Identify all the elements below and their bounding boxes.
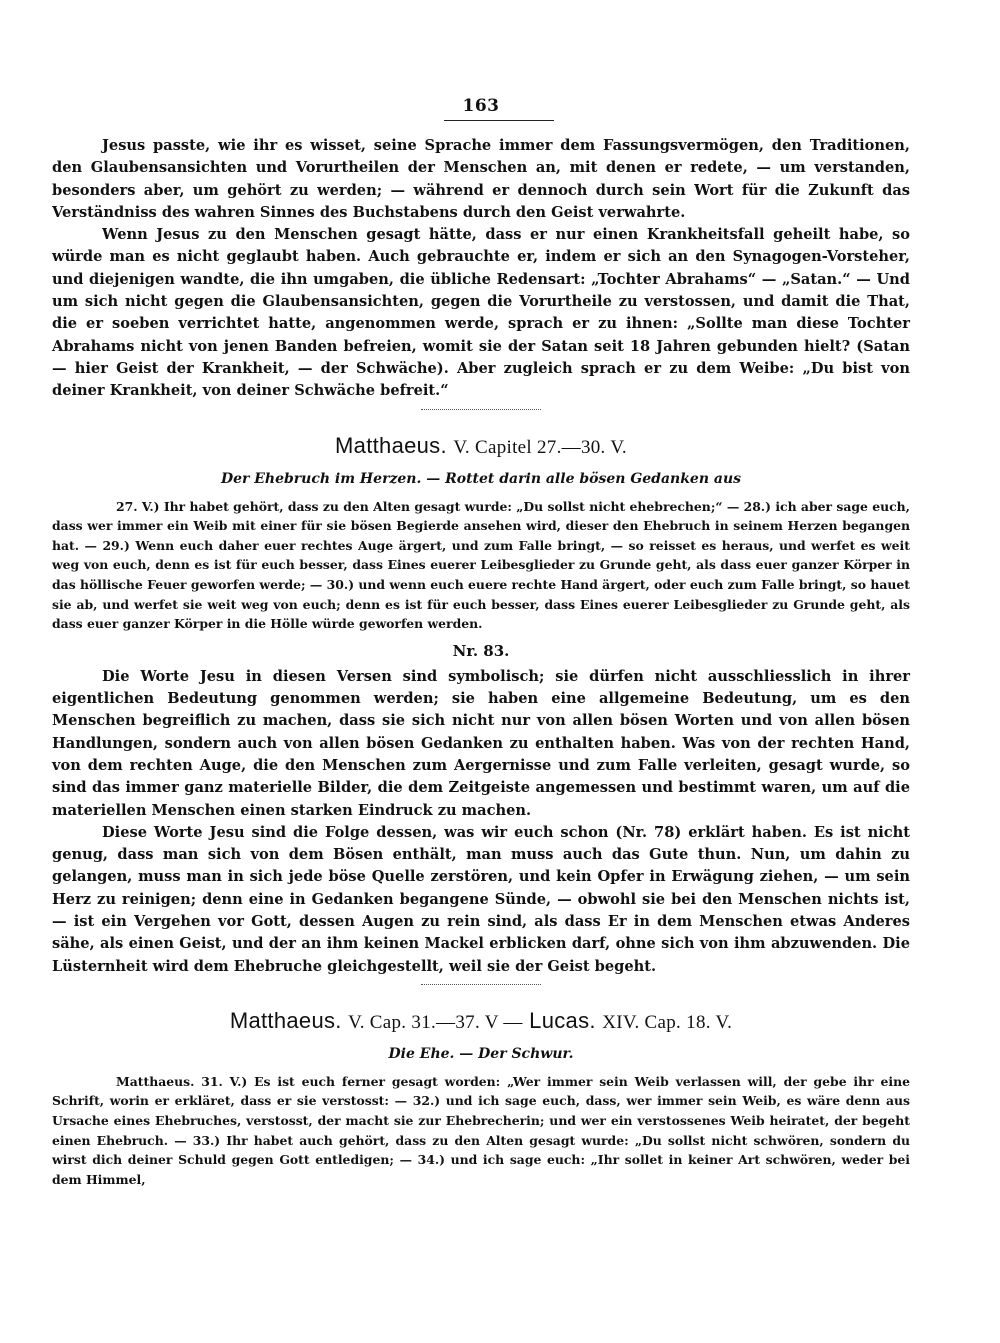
page-number: 163 bbox=[462, 96, 500, 116]
intro-paragraph-1: Jesus passte, wie ihr es wisset, seine Sprache immer dem Fassungsvermögen, den Traditionen, den Glaubensansichten und Vorurtheilen der Menschen an, mit denen er redete, — um verstanden, besonders aber, um gehört zu werden; — während er dennoch durch sein Wort für die Zukunft das Verständniss des wahren Sinnes des Buchstabens durch den Geist verwahrte. bbox=[52, 137, 910, 221]
heading-chapter: V. Capitel 27.—30. V. bbox=[453, 436, 627, 458]
intro-paragraph-2: Wenn Jesus zu den Menschen gesagt hätte, dass er nur einen Krankheitsfall geheilt habe, so würde man es nicht geglaubt haben. Auch gebrauchte er, indem er sich an den Synagogen-Vorsteher, und diejenigen wandte, die ihn umgaben, die übliche Redensart: „Tochter Abrahams“ — „Satan.“ — Und um sich nicht gegen die Glaubensansichten, gegen die Vorurtheile zu verstossen, und damit die That, die er soeben verrichtet hatte, angenommen werde, sprach er zu ihnen: „Sollte man diese Tochter Abrahams nicht von jenen Banden befreien, womit sie der Satan seit 18 Jahren gebunden hielt? (Satan — hier Geist der Krankheit, — der Schwäche). Aber zugleich sprach er zu dem Weibe: „Du bist von deiner Krankheit, von deiner Schwäche befreit.“ bbox=[52, 226, 910, 400]
section-subtitle-2: Die Ehe. — Der Schwur. bbox=[388, 1045, 574, 1062]
page bbox=[52, 96, 910, 1189]
verse-block-2: Matthaeus. 31. V.) Es ist euch ferner gesagt worden: „Wer immer sein Weib verlassen will, der gebe ihr eine Schrift, worin er erkläret, dass er sie verstosst: — 32.) und ich sage euch, dass, wer immer sein Weib, es wäre denn aus Ursache eines Ehebruches, verstosst, der macht sie zur Ehebrecherin; und wer ein verstossenes Weib heiratet, der begeht einen Ehebruch. — 33.) Ihr habet auch gehört, dass zu den Alten gesagt wurde: „Du sollst nicht schwören, sondern du wirst dich deiner Schuld gegen Gott entledigen; — 34.) und ich sage euch: „Ihr sollet in keiner Art schwören, weder bei dem Himmel, bbox=[52, 1073, 910, 1187]
number-label: Nr. 83. bbox=[452, 641, 510, 660]
heading-book: Matthaeus. bbox=[229, 1007, 342, 1033]
heading-book: Lucas. bbox=[529, 1007, 596, 1033]
separator bbox=[421, 409, 541, 411]
commentary-paragraph-1: Die Worte Jesu in diesen Versen sind symbolisch; sie dürfen nicht ausschliesslich in ihrer eigentlichen Bedeutung genommen werden; sie haben eine allgemeine Bedeutung, um es den Menschen begreiflich zu machen, dass sie sich nicht nur von allen bösen Worten und von allen bösen Handlungen, sondern auch von allen bösen Gedanken zu enthalten haben. Was von der rechten Hand, von dem rechten Auge, die den Menschen zum Aergernisse und zum Falle verleiten, gesagt wurde, so sind das immer ganz materielle Bilder, die dem Zeitgeiste angemessen und bestimmt waren, um auf die materiellen Menschen einen starken Eindruck zu machen. bbox=[52, 667, 910, 819]
heading-chapter: V. Cap. 31.—37. V — bbox=[348, 1011, 523, 1033]
commentary-paragraph-2: Diese Worte Jesu sind die Folge dessen, was wir euch schon (Nr. 78) erklärt haben. Es ist nicht genug, dass man sich von dem Bösen enthält, man muss auch das Gute thun. Nun, um dahin zu gelangen, muss man in sich jede böse Quelle zerstören, und kein Opfer in Erwägung ziehen, — um sein Herz zu reinigen; denn eine in Gedanken begangene Sünde, — obwohl sie bei den Menschen nichts ist, — ist ein Vergehen vor Gott, dessen Augen zu rein sind, als dass Er in dem Menschen etwas Anderes sähe, als einen Geist, und der an ihm keinen Mackel erblicken darf, ohne sich von ihm abzuwenden. Die Lüsternheit wird dem Ehebruche gleichgestellt, weil sie der Geist begeht. bbox=[52, 823, 910, 975]
section-heading-2 bbox=[52, 1008, 910, 1034]
page-number-rule bbox=[444, 120, 554, 121]
separator bbox=[421, 984, 541, 986]
section-subtitle-1: Der Ehebruch im Herzen. — Rottet darin alle bösen Gedanken aus bbox=[220, 470, 742, 487]
verse-block-1: 27. V.) Ihr habet gehört, dass zu den Alten gesagt wurde: „Du sollst nicht ehebrechen;“ — 28.) ich aber sage euch, dass wer immer ein Weib mit einer für sie bösen Begierde ansehen wird, dieser den Ehebruch in seinem Herzen begangen hat. — 29.) Wenn euch daher euer rechtes Auge ärgert, und zum Falle bringt, — so reisset es heraus, und werfet es weit weg von euch, denn es ist für euch besser, dass Eines euerer Leibesglieder zu Grunde geht, als dass euer ganzer Körper in das höllische Feuer geworfen werde; — 30.) und wenn euch euere rechte Hand ärgert, oder euch zum Falle bringt, so hauet sie ab, und werfet sie weit weg von euch; denn es ist für euch besser, dass Eines euerer Leibesglieder zu Grunde geht, als dass euer ganzer Körper in die Hölle würde geworfen werden. bbox=[52, 498, 910, 632]
heading-chapter: XIV. Cap. 18. V. bbox=[602, 1011, 733, 1033]
heading-book: Matthaeus. bbox=[335, 432, 447, 458]
section-heading-1 bbox=[52, 433, 910, 459]
